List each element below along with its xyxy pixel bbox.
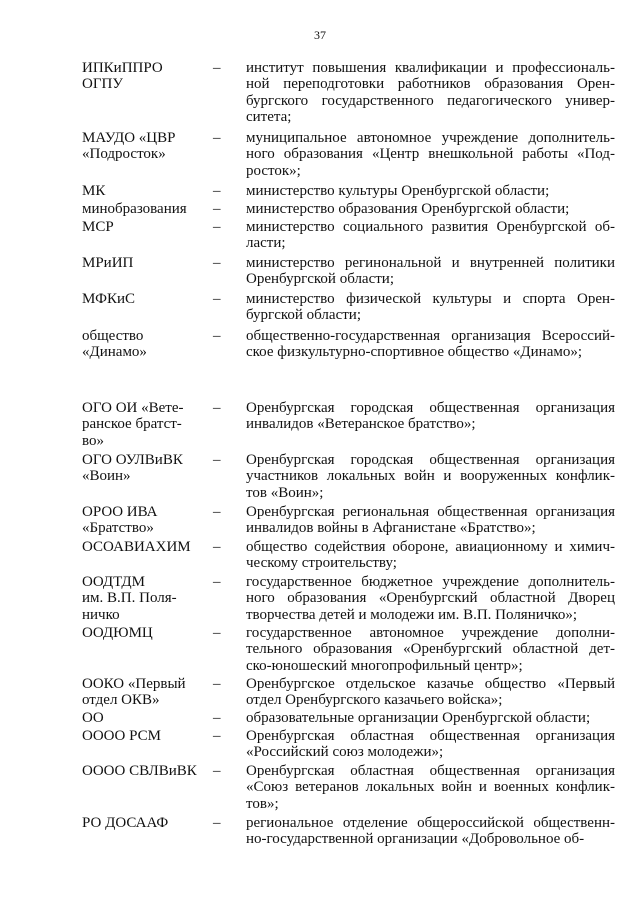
- definition-line: государственное бюджетное учреждение дополнитель-: [246, 574, 615, 590]
- entry-dash: –: [213, 219, 221, 235]
- definition-line: образовательные организации Оренбургской области;: [246, 710, 591, 726]
- abbreviation-term: [82, 452, 200, 485]
- abbreviation-term-line: им. В.П. Поля-: [82, 590, 177, 607]
- definition-line: министерство регинональной и внутренней политики: [246, 255, 615, 271]
- page-number: 37: [314, 28, 326, 42]
- abbreviation-definition: [246, 201, 615, 217]
- abbreviation-term-line: МАУДО «ЦВР: [82, 130, 176, 146]
- abbreviation-term-line: ранское братст-: [82, 416, 182, 433]
- abbreviation-term: [82, 815, 200, 831]
- definition-line: министерство физической культуры и спорта Орен-: [246, 291, 615, 307]
- abbreviation-term-line: ООДЮМЦ: [82, 625, 153, 641]
- entry-dash: –: [213, 328, 221, 344]
- definition-line: инвалидов войны в Афганистане «Братство»;: [246, 520, 536, 537]
- abbreviation-definition: [246, 183, 615, 199]
- definition-line: инвалидов «Ветеранское братство»;: [246, 416, 476, 433]
- abbreviation-term: [82, 710, 200, 726]
- abbreviation-term-line: ОРОО ИВА: [82, 504, 158, 520]
- abbreviation-term-line: МСР: [82, 219, 114, 235]
- abbreviation-term-line: ОООО СВЛВиВК: [82, 763, 197, 779]
- abbreviation-term: [82, 60, 200, 93]
- entry-dash: –: [213, 130, 221, 146]
- definition-line: ного образования «Оренбургский областной Дворец: [246, 590, 615, 607]
- abbreviation-term: [82, 183, 200, 199]
- entry-dash: –: [213, 183, 221, 199]
- definition-line: творчества детей и молодежи им. В.П. Поляничко»;: [246, 606, 577, 623]
- abbreviation-term: [82, 763, 200, 779]
- definition-line: отдел Оренбургского казачьего войска»;: [246, 692, 503, 709]
- abbreviation-term-line: «Подросток»: [82, 146, 166, 163]
- definition-line: росток»;: [246, 162, 301, 179]
- abbreviation-definition: [246, 452, 615, 501]
- definition-line: институт повышения квалификации и профессиональ-: [246, 60, 615, 76]
- abbreviation-term-line: ИПКиППРО: [82, 60, 163, 76]
- definition-line: министерство социального развития Оренбургской об-: [246, 219, 615, 235]
- abbreviation-definition: [246, 539, 615, 572]
- abbreviation-definition: [246, 574, 615, 623]
- entry-dash: –: [213, 815, 221, 831]
- abbreviation-definition: [246, 710, 615, 726]
- abbreviation-term-line: ОГО ОИ «Вете-: [82, 400, 184, 416]
- definition-line: Оренбургская городская общественная организация: [246, 400, 615, 416]
- definition-line: тов»;: [246, 795, 279, 812]
- definition-line: ское физкультурно-спортивное общество «Динамо»;: [246, 344, 583, 361]
- definition-line: участников локальных войн и вооруженных конфлик-: [246, 468, 615, 485]
- definition-line: тов «Воин»;: [246, 484, 324, 501]
- abbreviation-definition: [246, 130, 615, 179]
- definition-line: региональное отделение общероссийской общественн-: [246, 815, 615, 831]
- entry-dash: –: [213, 763, 221, 779]
- definition-line: ско-юношеский многопрофильный центр»;: [246, 657, 523, 674]
- abbreviation-term: [82, 201, 200, 217]
- entry-dash: –: [213, 625, 221, 641]
- entry-dash: –: [213, 201, 221, 217]
- abbreviation-term: [82, 676, 200, 709]
- entry-dash: –: [213, 539, 221, 555]
- abbreviation-term: [82, 504, 200, 537]
- definition-line: муниципальное автономное учреждение дополнитель-: [246, 130, 615, 146]
- abbreviation-term-line: «Воин»: [82, 468, 131, 485]
- abbreviation-term-line: «Динамо»: [82, 344, 147, 361]
- abbreviation-term-line: минобразования: [82, 201, 187, 217]
- entry-dash: –: [213, 400, 221, 416]
- abbreviation-term: [82, 291, 200, 307]
- definition-line: министерство образования Оренбургской области;: [246, 201, 570, 217]
- abbreviation-term: [82, 625, 200, 641]
- definition-line: общественно-государственная организация Всероссий-: [246, 328, 615, 344]
- abbreviation-term-line: ОСОАВИАХИМ: [82, 539, 191, 555]
- abbreviation-definition: [246, 60, 615, 126]
- abbreviation-term-line: ООДТДМ: [82, 574, 145, 590]
- abbreviation-definition: [246, 815, 615, 848]
- entry-dash: –: [213, 710, 221, 726]
- definition-line: общество содействия обороне, авиационному и химич-: [246, 539, 615, 555]
- definition-line: «Союз ветеранов локальных войн и военных конфлик-: [246, 779, 615, 796]
- definition-line: «Российский союз молодежи»;: [246, 744, 444, 761]
- abbreviation-definition: [246, 255, 615, 288]
- definition-line: ситета;: [246, 109, 292, 126]
- abbreviation-term-line: во»: [82, 432, 104, 449]
- entry-dash: –: [213, 504, 221, 520]
- definition-line: Оренбургская областная общественная организация: [246, 728, 615, 744]
- abbreviation-term: [82, 539, 200, 555]
- abbreviation-term-line: ОГПУ: [82, 76, 123, 93]
- abbreviation-term-line: ООКО «Первый: [82, 676, 186, 692]
- abbreviation-term-line: «Братство»: [82, 520, 154, 537]
- definition-line: но-государственной организации «Добровольное об-: [246, 831, 585, 848]
- abbreviation-term: [82, 400, 200, 449]
- abbreviation-term-line: ОГО ОУЛВиВК: [82, 452, 183, 468]
- abbreviation-term-line: МФКиС: [82, 291, 136, 307]
- abbreviation-definition: [246, 763, 615, 812]
- definition-line: государственное автономное учреждение дополни-: [246, 625, 615, 641]
- definition-line: бургского государственного педагогического универ-: [246, 92, 615, 109]
- abbreviation-term-line: МРиИП: [82, 255, 134, 271]
- abbreviation-term-line: отдел ОКВ»: [82, 692, 160, 709]
- entry-dash: –: [213, 676, 221, 692]
- abbreviation-term: [82, 255, 200, 271]
- abbreviation-term-line: РО ДОСААФ: [82, 815, 169, 831]
- entry-dash: –: [213, 291, 221, 307]
- abbreviation-definition: [246, 400, 615, 433]
- abbreviation-term-line: ничко: [82, 606, 120, 623]
- definition-line: ласти;: [246, 235, 286, 252]
- entry-dash: –: [213, 452, 221, 468]
- entry-dash: –: [213, 728, 221, 744]
- definition-line: ного образования «Центр внешкольной работы «Под-: [246, 146, 615, 163]
- entry-dash: –: [213, 574, 221, 590]
- definition-line: Оренбургское отдельское казачье общество «Первый: [246, 676, 615, 692]
- definition-line: ческому строительству;: [246, 555, 397, 572]
- definition-line: Оренбургская областная общественная организация: [246, 763, 615, 779]
- abbreviation-definition: [246, 676, 615, 709]
- abbreviation-term-line: ОО: [82, 710, 104, 726]
- abbreviation-term: [82, 728, 200, 744]
- abbreviation-term: [82, 574, 200, 623]
- definition-line: Оренбургская региональная общественная организация: [246, 504, 615, 520]
- abbreviation-definition: [246, 291, 615, 324]
- abbreviation-term-line: МК: [82, 183, 106, 199]
- entry-dash: –: [213, 60, 221, 76]
- abbreviation-definition: [246, 219, 615, 252]
- abbreviation-definition: [246, 728, 615, 761]
- definition-line: министерство культуры Оренбургской области;: [246, 183, 550, 199]
- abbreviation-definition: [246, 625, 615, 674]
- definition-line: тельного образования «Оренбургский областной дет-: [246, 641, 615, 658]
- abbreviation-term-line: общество: [82, 328, 144, 344]
- abbreviation-definition: [246, 504, 615, 537]
- definition-line: Оренбургская городская общественная организация: [246, 452, 615, 468]
- abbreviation-term: [82, 219, 200, 235]
- abbreviation-term: [82, 328, 200, 361]
- definition-line: Оренбургской области;: [246, 271, 395, 288]
- abbreviation-definition: [246, 328, 615, 361]
- definition-line: бургской области;: [246, 307, 361, 324]
- abbreviation-term: [82, 130, 200, 163]
- entry-dash: –: [213, 255, 221, 271]
- abbreviation-term-line: ОООО РСМ: [82, 728, 161, 744]
- definition-line: ной переподготовки работников образования Орен-: [246, 76, 615, 93]
